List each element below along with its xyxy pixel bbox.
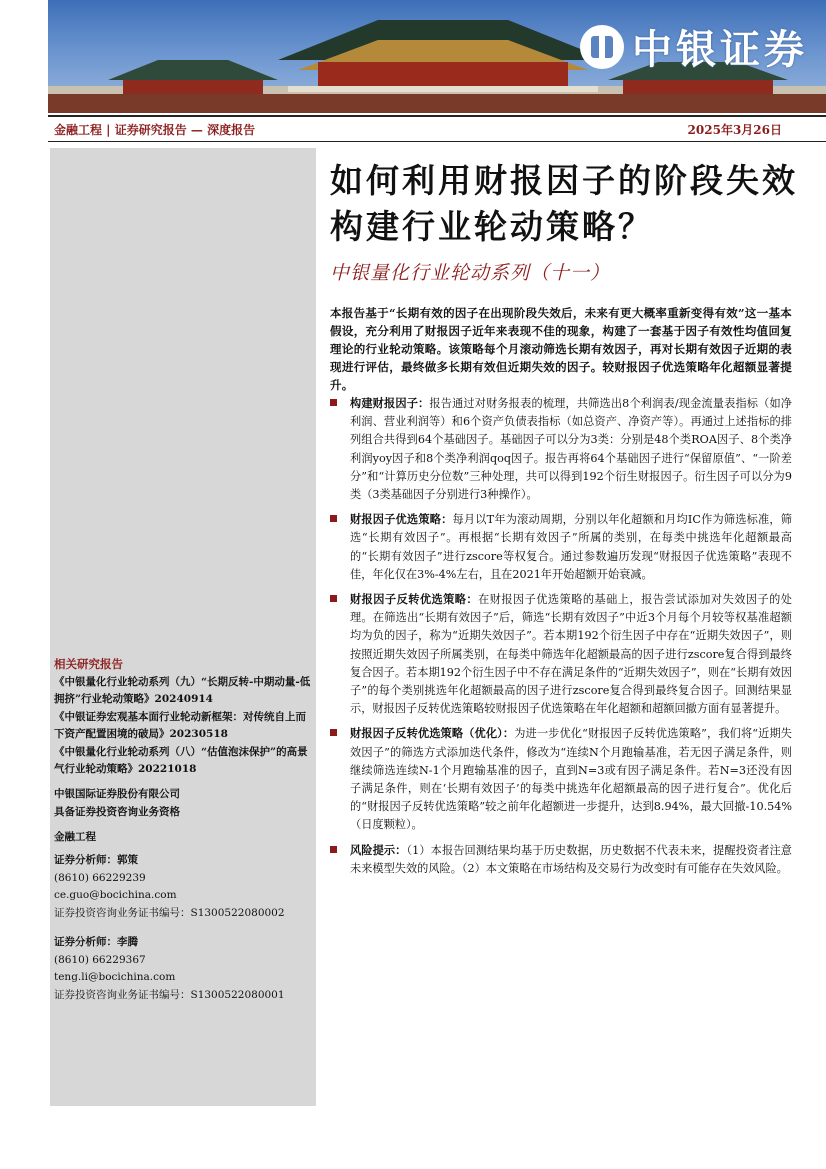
key-point xyxy=(330,841,792,878)
key-point-lead: 财报因子反转优选策略： xyxy=(350,592,479,607)
cover-banner xyxy=(48,0,826,113)
analyst-email[interactable]: ce.guo@bocichina.com xyxy=(54,889,177,901)
key-point-text: （1）本报告回测结果均基于历史数据，历史数据不代表未来，提醒投资者注意未来模型失效的风险。（2）本文策略在市场结构及交易行为改变时有可能存在失效风险。 xyxy=(350,843,792,875)
header-divider xyxy=(48,141,826,142)
bullet-square-icon xyxy=(330,729,337,736)
bullet-square-icon xyxy=(330,399,337,406)
firm-info xyxy=(54,786,312,847)
analyst-email[interactable]: teng.li@bocichina.com xyxy=(54,971,176,983)
key-point-lead: 财报因子优选策略： xyxy=(350,512,453,527)
report-date: 2025年3月26日 xyxy=(687,123,782,137)
key-point-text: 为进一步优化“财报因子反转优选策略”，我们将“近期失效因子”的筛选方式添加迭代条件，修改为“连续N个月跑输基准，若无因子满足条件，则继续筛选连续N-1个月跑输基准的因子，直到N=3或有因子满足条件。若N=3还没有因子满足条件，则在‘长期有效因子’的每类中挑选年化超额最高的因子进行复合”。优化后的“财报因子反转优选策略”较之前年化超额进一步提升，达到8.94%，最大回撤-10.54%（日度颗粒）。 xyxy=(350,727,792,832)
bullet-square-icon xyxy=(330,846,337,853)
analyst-title: 证券分析师：李腾 xyxy=(54,936,138,948)
bullet-square-icon xyxy=(330,515,337,522)
analyst-phone: (8610) 66229367 xyxy=(54,953,146,966)
key-point xyxy=(330,590,792,718)
analyst-phone: (8610) 66229239 xyxy=(54,871,146,884)
analyst-block xyxy=(54,852,312,922)
company-logo xyxy=(580,18,808,75)
abstract: 本报告基于“长期有效的因子在出现阶段失效后，未来有更大概率重新变得有效”这一基本假设，充分利用了财报因子近年来表现不佳的现象，构建了一套基于因子有效性均值回复理论的行业轮动策略。该策略每个月滚动筛选长期有效因子，再对长期有效因子近期的表现进行评估，最终做多长期有效但近期失效的因子。较财报因子优选策略年化超额显著提升。 xyxy=(330,306,792,392)
firm-name: 中银国际证券股份有限公司 xyxy=(54,788,180,800)
report-category: 金融工程 | 证券研究报告 — 深度报告 xyxy=(54,123,256,137)
analyst-title: 证券分析师：郭策 xyxy=(54,854,138,866)
header-rule xyxy=(48,115,826,117)
bank-logo-icon xyxy=(580,25,624,69)
report-title: 如何利用财报因子的阶段失效构建行业轮动策略？ xyxy=(330,161,798,246)
analyst-block xyxy=(54,934,312,1004)
analyst-license: 证券投资咨询业务证书编号：S1300522080002 xyxy=(54,906,285,919)
related-heading: 相关研究报告 xyxy=(54,657,123,671)
report-subtitle: 中银量化行业轮动系列（十一） xyxy=(330,262,611,284)
analyst-license: 证券投资咨询业务证书编号：S1300522080001 xyxy=(54,988,285,1001)
key-point-text: 在财报因子优选策略的基础上，报告尝试添加对失效因子的处理。在筛选出“长期有效因子”后，筛选“长期有效因子”中近3个月每个月较等权基准超额均为负的因子，称为“近期失效因子”。若本期192个衍生因子中存在“近期失效因子”，则按照近期失效因子所属类别，在每类中筛选年化超额最高的因子进行zscore复合得到最终复合因子。若本期192个衍生因子中不存在满足条件的“近期失效因子”，则在“长期有效因子”的每个类别挑选年化超额最高的因子进行zscore复合得到最终复合因子。回测结果显示，财报因子反转优选策略较财报因子优选策略在年化超额和超额回撤方面有显著提升。 xyxy=(350,593,792,716)
key-point xyxy=(330,394,792,504)
logo-text: 中银证券 xyxy=(632,27,808,73)
related-item: 《中银量化行业轮动系列（九）“长期反转-中期动量-低拥挤”行业轮动策略》20240914 xyxy=(54,675,311,705)
key-point-text: 每月以T年为滚动周期，分别以年化超额和月均IC作为筛选标准，筛选“长期有效因子”。再根据“长期有效因子”所属的类别，在每类中挑选年化超额最高的“长期有效因子”进行zscore等权复合。通过参数遍历发现“财报因子优选策略”表现不佳，年化仅在3%-4%左右，且在2021年开始超额开始衰减。 xyxy=(350,513,792,581)
key-point-text: 报告通过对财务报表的梳理，共筛选出8个利润表/现金流量表指标（如净利润、营业利润等）和6个资产负债表指标（如总资产、净资产等）。再通过上述指标的排列组合共得到64个基础因子。基础因子可以分为3类：分别是48个类ROA因子、8个类净利润yoy因子和8个类净利润qoq因子。报告再将64个基础因子进行“保留原值”、“一阶差分”和“计算历史分位数”三种处理，共可以得到192个衍生财报因子。衍生因子可以分为9类（3类基础因子分别进行3种操作）。 xyxy=(350,397,792,502)
bullet-square-icon xyxy=(330,595,337,602)
key-point-lead: 风险提示： xyxy=(350,842,407,857)
related-item: 《中银证券宏观基本面行业轮动新框架：对传统自上而下资产配置困境的破局》20230518 xyxy=(54,710,306,740)
key-point-lead: 构建财报因子： xyxy=(350,396,430,410)
key-point-lead: 财报因子反转优选策略（优化）： xyxy=(350,726,515,741)
key-point xyxy=(330,510,792,584)
related-research xyxy=(54,656,312,779)
key-points xyxy=(330,394,792,884)
key-point xyxy=(330,724,792,834)
related-item: 《中银量化行业轮动系列（八）“估值泡沫保护”的高景气行业轮动策略》20221018 xyxy=(54,745,308,775)
firm-qualification: 具备证券投资咨询业务资格 xyxy=(54,805,180,818)
firm-dept: 金融工程 xyxy=(54,831,96,843)
